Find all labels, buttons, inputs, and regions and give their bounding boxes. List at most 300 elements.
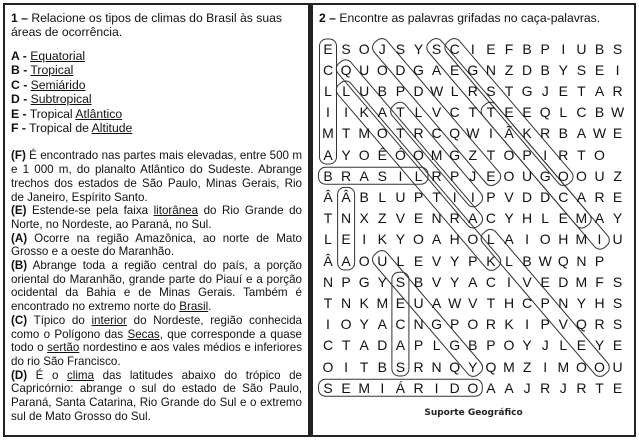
grid-letter: R [594, 188, 605, 205]
grid-letter: A [341, 252, 351, 269]
grid-letter: E [486, 167, 496, 184]
grid-letter: K [377, 231, 387, 248]
grid-letter: I [362, 231, 367, 248]
grid-letter: W [448, 294, 462, 311]
grid-letter: P [486, 188, 496, 205]
grid-letter: I [561, 40, 566, 57]
grid-letter: I [452, 188, 457, 205]
description-text: Abrange toda a região central do país, a porção oriental do Maranhão, grande parte do Piauí e a porção ocidental da Bahia e de Minas Gerais. Também é encontrado no extremo norte do [11, 259, 302, 314]
grid-letter: S [612, 316, 623, 333]
grid-letter: E [341, 231, 351, 248]
grid-letter: C [322, 337, 334, 354]
climate-item [11, 107, 308, 121]
grid-letter: O [413, 146, 424, 163]
grid-letter: O [467, 316, 479, 333]
grid-letter: B [359, 188, 369, 205]
grid-letter: L [432, 337, 441, 354]
grid-letter: I [380, 379, 385, 396]
climate-item [11, 121, 308, 135]
grid-letter: I [615, 61, 620, 78]
grid-letter: Z [613, 167, 622, 184]
question-1-text: Relacione os tipos de climas do Brasil às suas áreas de ocorrência. [11, 11, 282, 39]
grid-letter: Y [450, 252, 460, 269]
grid-letter: Y [359, 316, 369, 333]
grid-letter: J [541, 337, 549, 354]
grid-letter: E [612, 379, 623, 396]
climate-name: Atlântico [75, 106, 123, 121]
description-text: É o [35, 368, 67, 382]
grid-letter: N [431, 210, 442, 227]
grid-letter: T [359, 358, 369, 375]
description-text: do Nordeste, região conhecida como o Polígono das [11, 313, 302, 341]
grid-letter: S [377, 167, 387, 184]
grid-letter: I [507, 273, 511, 290]
grid-letter: B [522, 252, 532, 269]
grid-letter: M [575, 273, 588, 290]
grid-letter: Y [522, 337, 532, 354]
grid-letter: O [413, 231, 424, 248]
underlined-word: litorânea [153, 204, 199, 218]
grid-letter: E [612, 188, 623, 205]
grid-letter: Z [468, 146, 478, 163]
grid-letter: N [576, 252, 587, 269]
grid-letter: Z [504, 61, 514, 78]
grid-letter: Z [522, 358, 532, 375]
grid-letter: K [504, 316, 514, 333]
grid-letter: A [359, 167, 369, 184]
grid-letter: L [414, 104, 423, 121]
grid-letter: C [558, 188, 569, 205]
grid-letter: O [358, 146, 370, 163]
grid-letter: Q [340, 61, 352, 78]
grid-letter: E [558, 82, 568, 99]
grid-letter: G [431, 316, 443, 333]
grid-letter: O [358, 252, 370, 269]
grid-letter: T [396, 125, 405, 142]
climate-name-prefix: Tropical [29, 106, 76, 121]
grid-letter: E [395, 294, 406, 311]
grid-letter: B [323, 167, 333, 184]
grid-letter: V [522, 273, 532, 290]
grid-letter: Y [341, 146, 351, 163]
grid-letter: P [450, 316, 460, 333]
grid-letter: A [594, 82, 605, 99]
grid-letter: Y [612, 210, 623, 227]
grid-letter: B [540, 61, 550, 78]
question-2-title [319, 11, 628, 25]
grid-letter: S [341, 40, 351, 57]
grid-letter: O [503, 146, 515, 163]
grid-letter: V [431, 104, 442, 121]
grid-letter: R [413, 125, 424, 142]
grid-letter: A [468, 210, 478, 227]
grid-letter: I [344, 104, 349, 121]
grid-letter: O [340, 316, 352, 333]
grid-letter: M [503, 358, 515, 375]
grid-letter: N [341, 210, 352, 227]
grid-letter: Y [395, 231, 406, 248]
grid-letter: L [378, 188, 387, 205]
climate-name: Equatorial [30, 49, 86, 63]
grid-letter: T [396, 104, 405, 121]
grid-letter: Y [594, 337, 605, 354]
grid-letter: D [558, 273, 569, 290]
grid-letter: R [431, 167, 442, 184]
grid-letter: D [395, 61, 406, 78]
description-text: , que corresponde a quase todo o [11, 327, 302, 355]
grid-letter: M [358, 379, 371, 396]
grid-letter: N [322, 273, 334, 290]
grid-letter: W [610, 104, 625, 121]
grid-letter: T [486, 146, 496, 163]
grid-letter: I [398, 167, 403, 184]
climate-item [11, 92, 308, 106]
grid-letter: O [358, 40, 370, 57]
grid-letter: O [322, 358, 334, 375]
grid-letter: E [558, 210, 568, 227]
grid-letter: I [525, 231, 530, 248]
grid-letter: I [326, 104, 330, 121]
grid-letter: L [414, 167, 423, 184]
grid-letter: O [376, 125, 388, 142]
climate-item [11, 63, 308, 77]
grid-letter: P [413, 188, 424, 205]
grid-letter: R [449, 210, 460, 227]
grid-letter: G [449, 146, 461, 163]
grid-letter: L [396, 252, 405, 269]
grid-letter: S [486, 82, 496, 99]
climate-letter: A - [11, 49, 27, 63]
grid-letter: A [377, 316, 387, 333]
grid-letter: L [559, 104, 568, 121]
grid-letter: E [540, 273, 550, 290]
underlined-word: Secas [127, 327, 160, 341]
grid-letter: R [576, 379, 587, 396]
grid-letter: Y [413, 40, 424, 57]
grid-letter: K [486, 252, 496, 269]
grid-letter: P [413, 337, 424, 354]
grid-letter: U [395, 188, 406, 205]
grid-letter: S [395, 358, 406, 375]
grid-letter: O [376, 61, 388, 78]
grid-letter: C [576, 104, 587, 121]
grid-letter: E [522, 104, 532, 121]
footer-credit: Suporte Geográfico [424, 408, 523, 418]
grid-letter: P [468, 252, 478, 269]
grid-letter: L [541, 210, 550, 227]
grid-letter: M [358, 125, 371, 142]
grid-letter: D [449, 379, 460, 396]
grid-letter: H [503, 294, 515, 311]
grid-letter: I [525, 316, 530, 333]
description-item [11, 369, 302, 424]
grid-letter: A [323, 146, 333, 163]
word-search-grid [319, 38, 627, 400]
grid-letter: G [521, 82, 533, 99]
grid-letter: Y [504, 210, 514, 227]
grid-letter: R [558, 146, 569, 163]
grid-letter: T [341, 125, 351, 142]
grid-letter: A [504, 231, 514, 248]
grid-letter: B [594, 104, 605, 121]
grid-letter: M [376, 294, 389, 311]
grid-letter: K [359, 294, 369, 311]
question-1-number: 1 – [11, 11, 28, 25]
grid-letter: W [592, 125, 607, 142]
climate-list [11, 49, 308, 135]
grid-letter: P [450, 167, 460, 184]
underlined-word: sertão [47, 341, 80, 355]
grid-letter: P [540, 294, 550, 311]
grid-letter: I [470, 188, 475, 205]
question-1-title [11, 11, 302, 39]
grid-letter: Ã [504, 125, 514, 142]
grid-letter: N [413, 316, 424, 333]
grid-letter: A [431, 61, 442, 78]
description-item [11, 204, 302, 231]
grid-letter: R [612, 82, 623, 99]
grid-letter: G [413, 61, 424, 78]
grid-letter: Y [377, 273, 387, 290]
grid-letter: R [594, 316, 605, 333]
grid-letter: D [413, 82, 424, 99]
grid-letter: I [434, 379, 439, 396]
description-text: das latitudes abaixo do trópico de Capricórnio: abrange o sul do estado de São Paulo, Paraná, Santa Catarina, Rio Grande do Sul e o extremo sul de Mato Grosso do Sul. [11, 368, 302, 423]
description-item [11, 149, 302, 204]
grid-letter: C [431, 125, 442, 142]
climate-name: Subtropical [30, 92, 92, 107]
grid-letter: Y [450, 273, 460, 290]
grid-letter: S [612, 273, 623, 290]
underlined-word: interior [91, 313, 127, 327]
grid-letter: C [449, 40, 460, 57]
grid-letter: Q [485, 358, 497, 375]
grid-letter: Y [558, 61, 568, 78]
grid-letter: C [322, 61, 334, 78]
grid-letter: E [413, 210, 424, 227]
grid-letter: B [413, 273, 424, 290]
grid-letter: P [540, 40, 550, 57]
description-text: Ocorre na região Amazônica, ao norte de Mato Grosso e a oeste do Maranhão. [11, 231, 302, 259]
grid-letter: H [558, 231, 569, 248]
grid-letter: T [432, 188, 441, 205]
question-2-number: 2 – [319, 11, 336, 25]
grid-letter: T [468, 104, 478, 121]
grid-letter: B [594, 40, 605, 57]
grid-letter: U [377, 252, 388, 269]
climate-item [11, 78, 308, 92]
climate-letter: E - [11, 106, 27, 121]
grid-letter: Â [323, 252, 333, 269]
grid-letter: G [539, 167, 551, 184]
grid-letter: J [469, 167, 477, 184]
grid-letter: P [341, 273, 351, 290]
grid-letter: T [486, 104, 496, 121]
grid-letter: A [377, 104, 387, 121]
grid-letter: R [540, 379, 551, 396]
grid-letter: A [395, 337, 406, 354]
climate-letter: F - [11, 121, 26, 136]
grid-letter: G [467, 61, 479, 78]
grid-letter: B [558, 125, 568, 142]
grid-letter: A [431, 231, 442, 248]
grid-letter: T [577, 146, 586, 163]
grid-letter: O [467, 231, 479, 248]
grid-letter: O [575, 167, 587, 184]
grid-letter: Q [539, 104, 551, 121]
grid-letter: F [595, 273, 604, 290]
description-item [11, 314, 302, 369]
grid-letter: O [594, 146, 605, 163]
grid-letter: B [468, 337, 478, 354]
grid-letter: A [594, 210, 605, 227]
grid-letter: U [594, 167, 605, 184]
grid-letter: O [539, 231, 551, 248]
grid-letter: V [431, 273, 442, 290]
grid-letter: U [359, 82, 370, 99]
grid-letter: T [577, 82, 586, 99]
grid-letter: Ê [377, 146, 387, 163]
grid-letter: A [576, 188, 587, 205]
grid-letter: P [486, 337, 496, 354]
question-2-text: Encontre as palavras grifadas no caça-palavras. [339, 11, 601, 25]
grid-letter: N [341, 294, 352, 311]
description-answer-key: (F) [11, 149, 26, 163]
grid-letter: T [341, 337, 351, 354]
description-answer-key: (A) [11, 231, 28, 245]
grid-letter: L [486, 231, 495, 248]
description-text: do Rio Grande do Norte, no Nordeste, ao Paraná, no Sul. [11, 204, 302, 231]
description-text: Típico do [33, 313, 92, 327]
grid-letter: R [467, 82, 478, 99]
grid-letter: Y [468, 358, 478, 375]
grid-letter: R [341, 167, 352, 184]
grid-letter: T [504, 82, 514, 99]
grid-letter: R [485, 316, 496, 333]
climate-name: Altitude [91, 121, 133, 136]
grid-letter: A [359, 337, 369, 354]
grid-letter: I [597, 231, 602, 248]
question-2-panel [310, 3, 636, 437]
grid-letter: A [431, 294, 442, 311]
grid-letter: A [576, 125, 587, 142]
grid-letter: A [468, 273, 478, 290]
grid-letter: T [595, 379, 604, 396]
description-text: . [208, 300, 212, 314]
grid-letter: Q [575, 316, 587, 333]
grid-letter: H [449, 231, 460, 248]
grid-letter: J [523, 379, 531, 396]
grid-letter: Z [378, 210, 387, 227]
grid-letter: Q [449, 125, 461, 142]
description-item [11, 232, 302, 259]
grid-letter: N [558, 294, 569, 311]
description-text: É encontrado nas partes mais elevadas, entre 500 m e 1 000 m, do planalto Atlântico do Sudeste. Abrange trechos dos estados de São Paulo, Minas Gerais, Rio de Janeiro, Espírito Santo. [11, 149, 302, 204]
grid-letter: P [594, 252, 605, 269]
grid-letter: U [612, 358, 623, 375]
grid-letter: D [522, 188, 533, 205]
grid-letter: O [503, 337, 515, 354]
climate-letter: C - [11, 77, 28, 92]
grid-letter: E [486, 40, 496, 57]
grid-letter: D [540, 188, 551, 205]
grid-letter: M [430, 146, 443, 163]
description-text: Estende-se pela faixa [31, 204, 154, 218]
grid-letter: E [504, 104, 514, 121]
grid-letter: Ó [394, 146, 406, 163]
grid-letter: V [395, 210, 406, 227]
grid-letter: W [429, 82, 444, 99]
grid-letter: T [323, 294, 333, 311]
grid-letter: J [541, 82, 549, 99]
grid-letter: J [378, 40, 386, 57]
grid-letter: O [575, 358, 587, 375]
grid-letter: T [323, 210, 333, 227]
grid-letter: Y [576, 294, 587, 311]
climate-name: Tropical [30, 63, 74, 78]
grid-letter: I [543, 358, 548, 375]
grid-letter: J [559, 379, 567, 396]
grid-letter: S [612, 294, 623, 311]
grid-letter: P [540, 316, 550, 333]
grid-letter: S [395, 273, 406, 290]
grid-letter: C [449, 104, 460, 121]
grid-letter: S [612, 40, 623, 57]
grid-letter: I [488, 125, 493, 142]
grid-letter: L [505, 252, 513, 269]
grid-letter: E [413, 252, 424, 269]
grid-letter: I [543, 146, 548, 163]
grid-letter: I [326, 316, 330, 333]
description-answer-key: (D) [11, 368, 28, 382]
grid-letter: W [466, 125, 480, 142]
grid-letter: E [450, 61, 460, 78]
grid-letter: U [413, 294, 424, 311]
grid-letter: N [485, 61, 496, 78]
grid-letter: U [359, 61, 370, 78]
grid-letter: L [450, 82, 459, 99]
grid-letter: U [612, 231, 623, 248]
grid-letter: L [342, 82, 350, 99]
grid-letter: L [324, 231, 332, 248]
grid-letter: I [344, 358, 349, 375]
grid-letter: G [449, 337, 461, 354]
grid-letter: B [377, 358, 387, 375]
grid-letter: V [468, 294, 478, 311]
grid-letter: D [377, 337, 388, 354]
grid-letter: M [575, 231, 588, 248]
grid-letter: O [467, 379, 479, 396]
grid-letter: N [431, 358, 442, 375]
grid-letter: W [538, 252, 552, 269]
grid-letter: U [522, 167, 533, 184]
grid-letter: M [322, 125, 334, 142]
grid-letter: T [486, 294, 496, 311]
description-answer-key: (B) [11, 259, 28, 273]
question-1-panel [3, 3, 310, 437]
grid-letter: Á [395, 379, 406, 396]
grid-letter: L [559, 337, 568, 354]
grid-letter: P [395, 82, 406, 99]
grid-letter: D [522, 61, 533, 78]
grid-letter: Q [449, 358, 461, 375]
climate-name-prefix: Tropical de [29, 121, 92, 136]
grid-letter: U [576, 40, 587, 57]
grid-letter: E [612, 125, 623, 142]
underlined-word: Brasil [179, 300, 209, 314]
grid-letter: R [413, 379, 424, 396]
grid-letter: K [522, 125, 532, 142]
